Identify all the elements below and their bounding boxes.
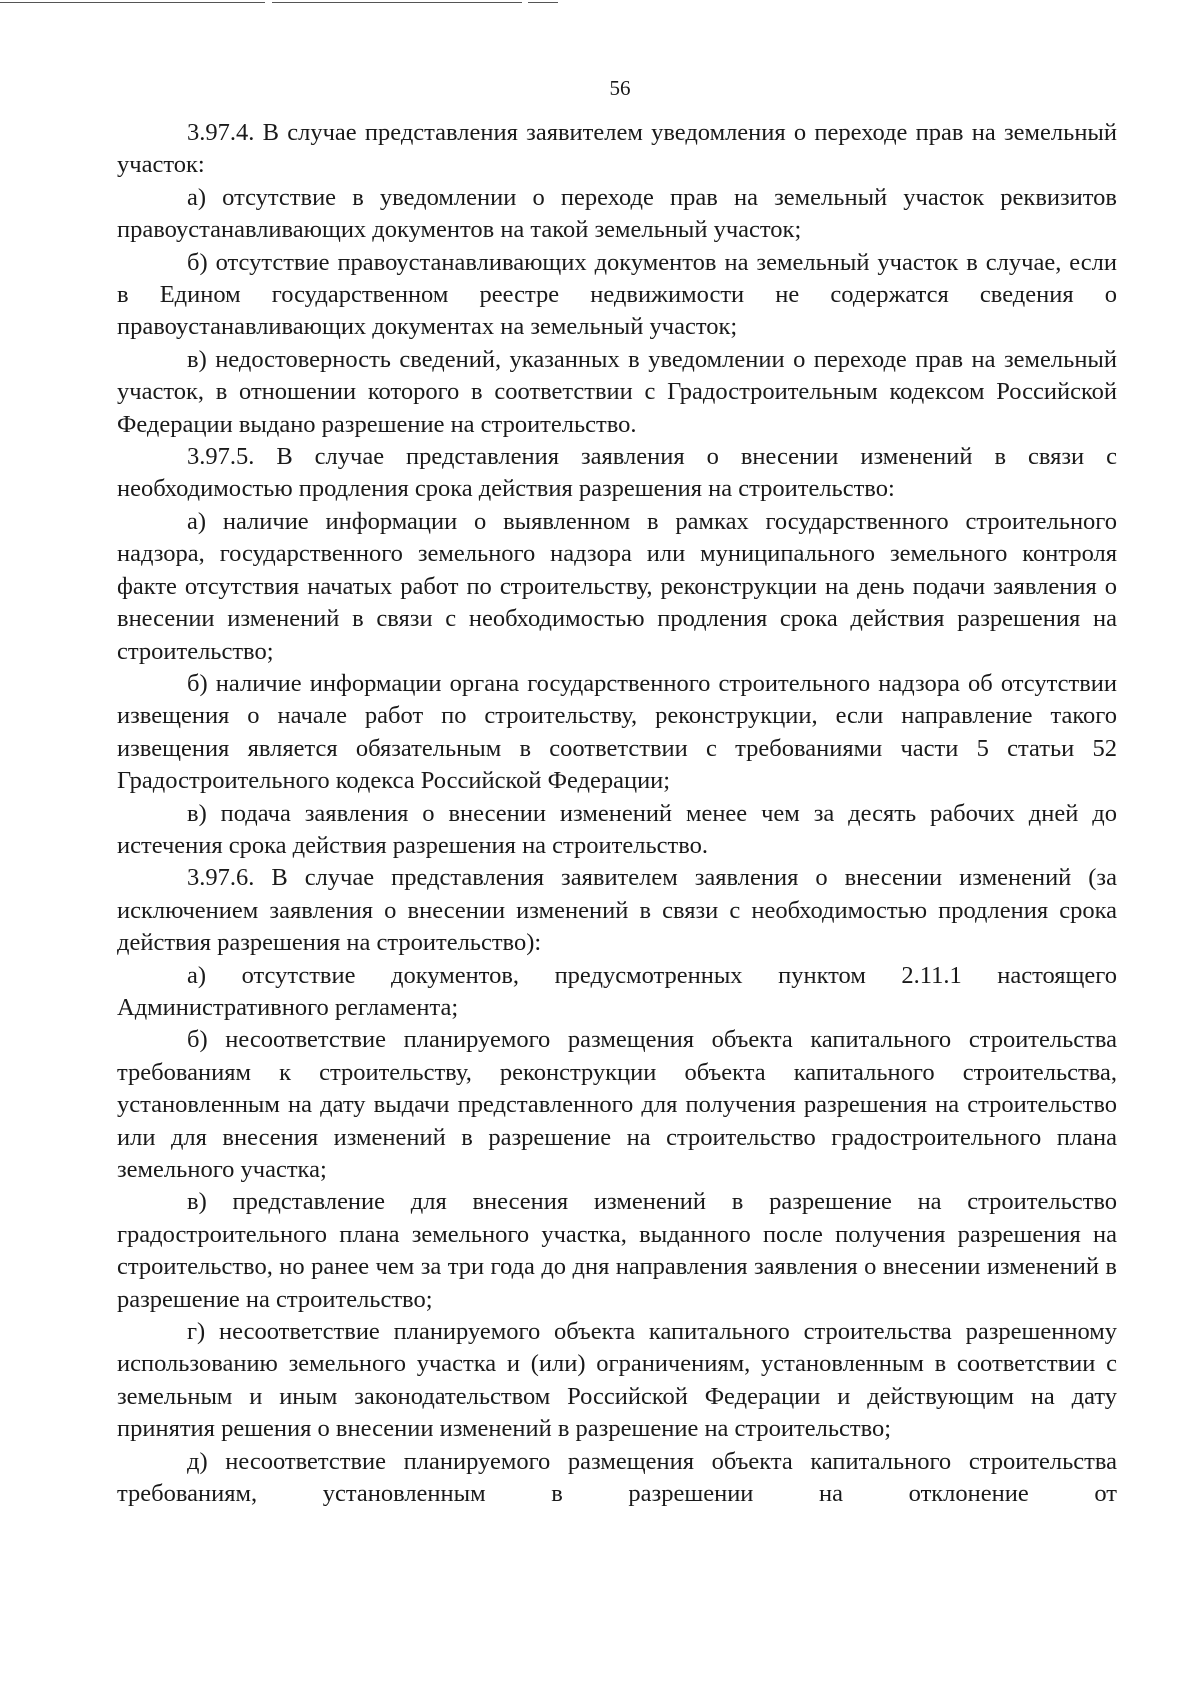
paragraph-3-97-6-d: д) несоответствие планируемого размещения объекта капитального строительства требованиям, установленным в разрешении на отклонение от (117, 1447, 1117, 1508)
paragraph-3-97-5-b: б) наличие информации органа государственного строительного надзора об отсутствии извещения о начале работ по строительству, реконструкции, если направление такого извещения является обязательным в соответствии с требованиями части 5 статьи 52 Градостроительного кодекса Российской Федерации; (117, 669, 1117, 795)
paragraph-3-97-4-b: б) отсутствие правоустанавливающих документов на земельный участок в случае, если в Едином государственном реестре недвижимости не содержатся сведения о правоустанавливающих документах на земельный участок; (117, 248, 1117, 341)
scan-edge-line (0, 2, 265, 3)
scan-edge-line (528, 2, 558, 3)
paragraph-3-97-6-g: г) несоответствие планируемого объекта капитального строительства разрешенному использованию земельного участка и (или) ограничениям, установленным в соответствии с земельным и иным законодательством Российской Федерации и действующим на дату принятия решения о внесении изменений в разрешение на строительство; (117, 1318, 1117, 1443)
paragraph-3-97-4-heading: 3.97.4. В случае представления заявителем уведомления о переходе прав на земельный участок: (117, 119, 1117, 179)
paragraph-3-97-5-v: в) подача заявления о внесении изменений менее чем за десять рабочих дней до истечения срока действия разрешения на строительство. (117, 799, 1117, 859)
paragraph-3-97-4-v: в) недостоверность сведений, указанных в уведомлении о переходе прав на земельный участок, в отношении которого в соответствии с Градостроительным кодексом Российской Федерации выдано разрешение на строительство. (117, 345, 1117, 438)
paragraph-3-97-6-a: а) отсутствие документов, предусмотренных пунктом 2.11.1 настоящего Административного регламента; (117, 961, 1117, 1021)
scan-edge-line (272, 2, 522, 3)
paragraph-3-97-4-a: а) отсутствие в уведомлении о переходе прав на земельный участок реквизитов правоустанавливающих документов на такой земельный участок; (117, 183, 1117, 244)
paragraph-3-97-5-heading: 3.97.5. В случае представления заявления о внесении изменений в связи с необходимостью продления срока действия разрешения на строительство: (117, 443, 1117, 503)
paragraph-3-97-6-b: б) несоответствие планируемого размещения объекта капитального строительства требованиям к строительству, реконструкции объекта капитального строительства, установленным на дату выдачи представленного для получения разрешения на строительство или для внесения изменений в разрешение на строительство градостроительного плана земельного участка; (117, 1026, 1117, 1183)
paragraph-3-97-5-a: а) наличие информации о выявленном в рамках государственного строительного надзора, государственного земельного надзора или муниципального земельного контроля факте отсутствия начатых работ по строительству, реконструкции на день подачи заявления о внесении изменений в связи с необходимостью продления срока действия разрешения на строительство; (117, 507, 1117, 665)
paragraph-3-97-6-heading: 3.97.6. В случае представления заявителем заявления о внесении изменений (за исключением заявления о внесении изменений в связи с необходимостью продления срока действия разрешения на строительство): (117, 864, 1117, 957)
document-body (117, 117, 1117, 1510)
page-number: 56 (609, 76, 631, 100)
paragraph-3-97-6-v: в) представление для внесения изменений в разрешение на строительство градостроительного плана земельного участка, выданного после получения разрешения на строительство, но ранее чем за три года до дня направления заявления о внесении изменений в разрешение на строительство; (117, 1188, 1117, 1313)
